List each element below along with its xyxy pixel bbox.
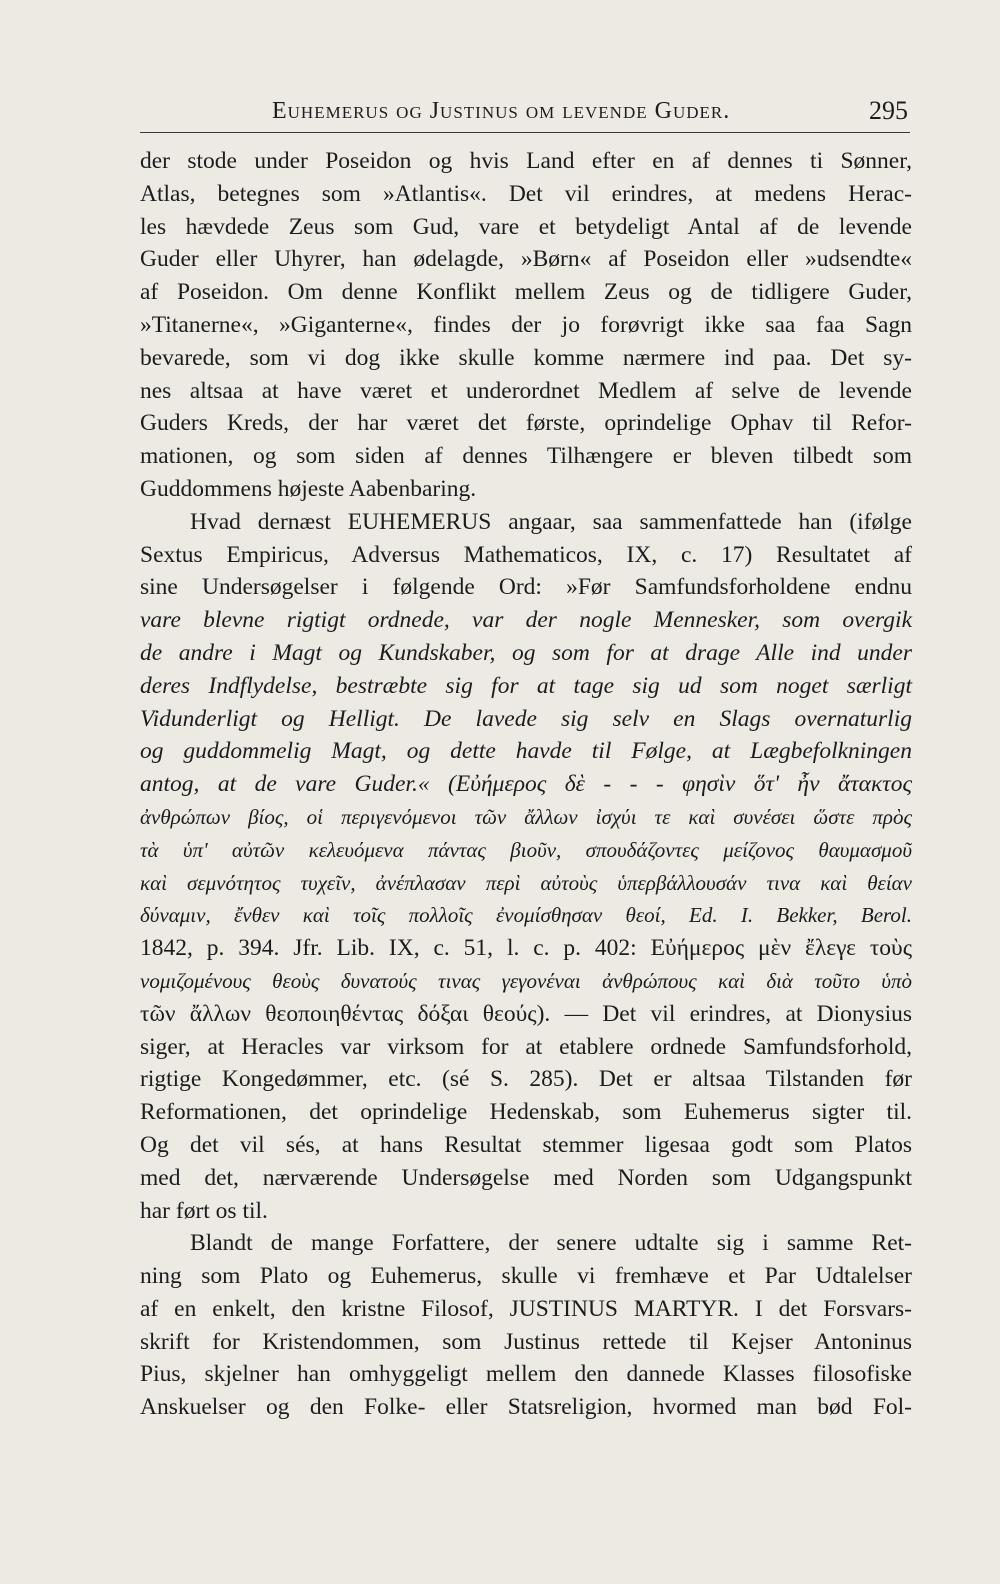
text-line: Atlas, betegnes som »Atlantis«. Det vil erindres, at medens Herac-	[140, 180, 912, 207]
text-line: vare blevne rigtigt ordnede, var der nogle Mennesker, som overgik	[140, 607, 912, 634]
text-line: νομιζομένους θεοὺς δυνατούς τινας γεγονέναι ἀνθρώπους καὶ διὰ τοῦτο ὑπὸ	[140, 968, 912, 993]
text-line: ἀνθρώπων βίος, οἱ περιγενόμενοι τῶν ἄλλων ἰσχύι τε καὶ συνέσει ὥστε πρὸς	[140, 804, 912, 829]
text-line: har ført os til.	[140, 1197, 268, 1224]
text-line: deres Indflydelse, bestræbte sig for at tage sig ud som noget særligt	[140, 672, 912, 699]
text-line: Guders Kreds, der har været det første, oprindelige Ophav til Refor-	[140, 410, 912, 437]
text-line: siger, at Heracles var virksom for at etablere ordnede Samfundsforhold,	[140, 1033, 912, 1060]
text-line: sine Undersøgelser i følgende Ord: »Før Samfundsforholdene endnu	[140, 574, 912, 601]
text-line: Blandt de mange Forfattere, der senere udtalte sig i samme Ret-	[190, 1230, 912, 1257]
body-text	[140, 145, 912, 1424]
text-line: les hævdede Zeus som Gud, vare et betydeligt Antal af de levende	[140, 213, 912, 240]
text-line: af en enkelt, den kristne Filosof, JUSTINUS MARTYR. I det Forsvars-	[140, 1295, 912, 1322]
text-line: Guddommens højeste Aabenbaring.	[140, 475, 477, 502]
text-line: Sextus Empiricus, Adversus Mathematicos, IX, c. 17) Resultatet af	[140, 541, 912, 568]
text-line: der stode under Poseidon og hvis Land efter en af dennes ti Sønner,	[140, 148, 912, 174]
text-line: og guddommelig Magt, og dette havde til Følge, at Lægbefolkningen	[140, 738, 912, 765]
text-line: Anskuelser og den Folke- eller Statsreligion, hvormed man bød Fol-	[140, 1394, 912, 1421]
text-line: af Poseidon. Om denne Konflikt mellem Zeus og de tidligere Guder,	[140, 279, 912, 306]
text-line: τῶν ἄλλων θεοποιηθέντας δόξαι θεούς). — Det vil erindres, at Dionysius	[140, 1000, 912, 1027]
text-line: mationen, og som siden af dennes Tilhængere er bleven tilbedt som	[140, 443, 912, 470]
text-line: antog, at de vare Guder.« (Εὐήμερος δὲ - - - φησὶν ὅτ' ἦν ἄτακτος	[140, 771, 912, 798]
text-line: Og det vil sés, at hans Resultat stemmer ligesaa godt som Platos	[140, 1131, 912, 1158]
text-line: Hvad dernæst EUHEMERUS angaar, saa sammenfattede han (ifølge	[190, 508, 912, 535]
running-head	[140, 96, 910, 133]
text-line: med det, nærværende Undersøgelse med Norden som Udgangspunkt	[140, 1164, 912, 1191]
text-line: Pius, skjelner han omhyggeligt mellem den dannede Klasses filosofiske	[140, 1361, 912, 1388]
text-line: Guder eller Uhyrer, han ødelagde, »Børn« af Poseidon eller »udsendte«	[140, 246, 912, 273]
text-line: δύναμιν, ἔνθεν καὶ τοῖς πολλοῖς ἐνομίσθησαν θεοί, Ed. I. Bekker, Berol.	[140, 903, 912, 928]
text-line: »Titanerne«, »Giganterne«, findes der jo forøvrigt ikke saa faa Sagn	[140, 311, 912, 338]
running-head-title: Euhemerus og Justinus om levende Guder.	[272, 98, 731, 124]
text-line: καὶ σεμνότητος τυχεῖν, ἀνέπλασαν περὶ αὐτοὺς ὑπερβάλλουσάν τινα καὶ θείαν	[140, 870, 912, 895]
text-line: 1842, p. 394. Jfr. Lib. IX, c. 51, l. c. p. 402: Εὐήμερος μὲν ἔλεγε τοὺς	[140, 935, 912, 962]
text-line: τὰ ὑπ' αὐτῶν κελευόμενα πάντας βιοῦν, σπουδάζοντες μείζονος θαυμασμοῦ	[140, 837, 912, 862]
text-line: skrift for Kristendommen, som Justinus rettede til Kejser Antoninus	[140, 1328, 912, 1355]
text-line: Reformationen, det oprindelige Hedenskab, som Euhemerus sigter til.	[140, 1099, 912, 1126]
text-line: Vidunderligt og Helligt. De lavede sig selv en Slags overnaturlig	[140, 705, 912, 732]
text-line: de andre i Magt og Kundskaber, og som for at drage Alle ind under	[140, 639, 912, 666]
page-number: 295	[869, 96, 908, 125]
text-line: rigtige Kongedømmer, etc. (sé S. 285). Det er altsaa Tilstanden før	[140, 1066, 912, 1093]
text-line: ning som Plato og Euhemerus, skulle vi fremhæve et Par Udtalelser	[140, 1263, 912, 1290]
text-line: nes altsaa at have været et underordnet Medlem af selve de levende	[140, 377, 912, 404]
text-line: bevarede, som vi dog ikke skulle komme nærmere ind paa. Det sy-	[140, 344, 912, 371]
